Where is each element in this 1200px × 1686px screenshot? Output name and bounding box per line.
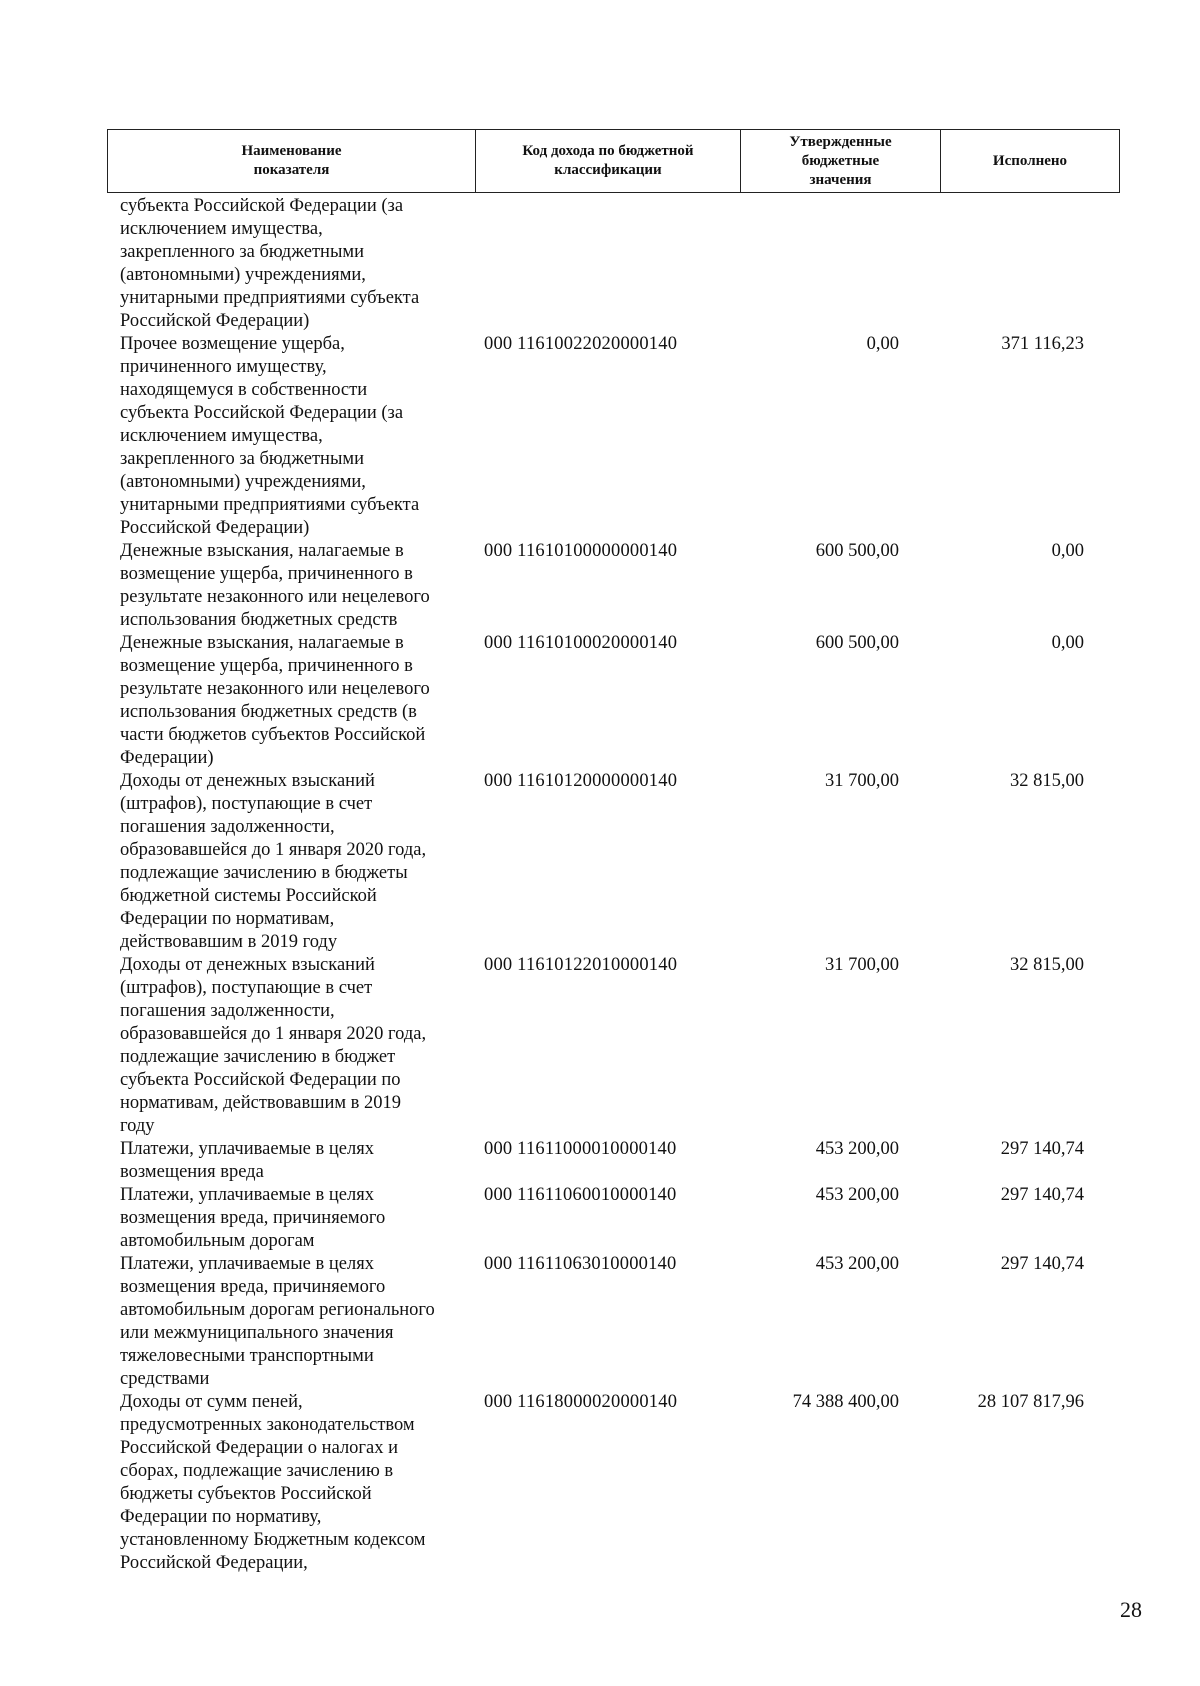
row-code: 000 11611060010000140 (484, 1185, 677, 1205)
row-approved: 600 500,00 (815, 633, 899, 653)
row-executed: 28 107 817,96 (977, 1392, 1084, 1412)
row-approved: 453 200,00 (815, 1185, 899, 1205)
table-row (120, 1138, 1120, 1184)
header-code-column: Код дохода по бюджетной классификации (476, 130, 741, 192)
row-code: 000 11611063010000140 (484, 1254, 677, 1274)
row-name: Денежные взыскания, налагаемые в возмещение ущерба, причиненного в результате незаконного или нецелевого использования бюджетных средств (в части бюджетов субъектов Российской Федерации) (120, 633, 430, 768)
table-row (120, 333, 1120, 540)
row-code: 000 11611000010000140 (484, 1139, 677, 1159)
row-approved: 600 500,00 (815, 541, 899, 561)
row-approved: 31 700,00 (825, 955, 899, 975)
table-header (107, 129, 1120, 193)
row-code: 000 11610100000000140 (484, 541, 678, 561)
header-name-column: Наименование показателя (108, 130, 476, 192)
table-row (120, 1391, 1120, 1575)
row-name: Платежи, уплачиваемые в целях возмещения вреда, причиняемого автомобильным дорогам регионального или межмуниципального значения тяжеловесными транспортными средствами (120, 1254, 435, 1389)
row-name: Денежные взыскания, налагаемые в возмещение ущерба, причиненного в результате незаконного или нецелевого использования бюджетных средств (120, 541, 430, 630)
row-executed: 371 116,23 (1001, 334, 1084, 354)
row-executed: 297 140,74 (1000, 1185, 1084, 1205)
row-approved: 74 388 400,00 (792, 1392, 899, 1412)
row-approved: 453 200,00 (815, 1254, 899, 1274)
row-name: Платежи, уплачиваемые в целях возмещения вреда, причиняемого автомобильным дорогам (120, 1185, 386, 1251)
row-executed: 297 140,74 (1000, 1254, 1084, 1274)
row-executed: 0,00 (1051, 541, 1084, 561)
row-executed: 32 815,00 (1010, 771, 1084, 791)
row-name: Прочее возмещение ущерба, причиненного имуществу, находящемуся в собственности субъекта Российской Федерации (за исключением имущества, закрепленного за бюджетными (автономными) учреждениями, унитарными предприятиями субъекта Российской Федерации) (120, 334, 420, 538)
table-row (120, 632, 1120, 770)
table-row (120, 954, 1120, 1138)
row-code: 000 11610120000000140 (484, 771, 678, 791)
row-name: Доходы от денежных взысканий (штрафов), поступающие в счет погашения задолженности, образовавшейся до 1 января 2020 года, подлежащие зачислению в бюджет субъекта Российской Федерации по нормативам, действовавшим в 2019 году (120, 955, 427, 1136)
header-approved-column: Утвержденные бюджетные значения (741, 130, 941, 192)
table-row (120, 770, 1120, 954)
table-body (120, 195, 1120, 1575)
row-executed: 32 815,00 (1010, 955, 1084, 975)
row-name: Платежи, уплачиваемые в целях возмещения вреда (120, 1139, 374, 1182)
page-number: 28 (1120, 1597, 1142, 1622)
row-code: 000 11610022020000140 (484, 334, 678, 354)
row-name: Доходы от денежных взысканий (штрафов), поступающие в счет погашения задолженности, образовавшейся до 1 января 2020 года, подлежащие зачислению в бюджеты бюджетной системы Российской Федерации по нормативам, действовавшим в 2019 году (120, 771, 427, 952)
row-code: 000 11610122010000140 (484, 955, 678, 975)
row-executed: 0,00 (1051, 633, 1084, 653)
row-approved: 453 200,00 (815, 1139, 899, 1159)
header-executed-column: Исполнено (992, 152, 1068, 169)
row-executed: 297 140,74 (1000, 1139, 1084, 1159)
row-name: субъекта Российской Федерации (за исключением имущества, закрепленного за бюджетными (автономными) учреждениями, унитарными предприятиями субъекта Российской Федерации) (120, 196, 420, 331)
table-row (120, 1184, 1120, 1253)
table-row (120, 540, 1120, 632)
row-code: 000 11610100020000140 (484, 633, 678, 653)
row-code: 000 11618000020000140 (484, 1392, 678, 1412)
row-approved: 0,00 (866, 334, 899, 354)
row-approved: 31 700,00 (825, 771, 899, 791)
row-name: Доходы от сумм пеней, предусмотренных законодательством Российской Федерации о налогах и сборах, подлежащие зачислению в бюджеты субъектов Российской Федерации по нормативу, установленному Бюджетным кодексом Российской Федерации, (120, 1392, 426, 1573)
table-row (120, 195, 1120, 333)
table-row (120, 1253, 1120, 1391)
